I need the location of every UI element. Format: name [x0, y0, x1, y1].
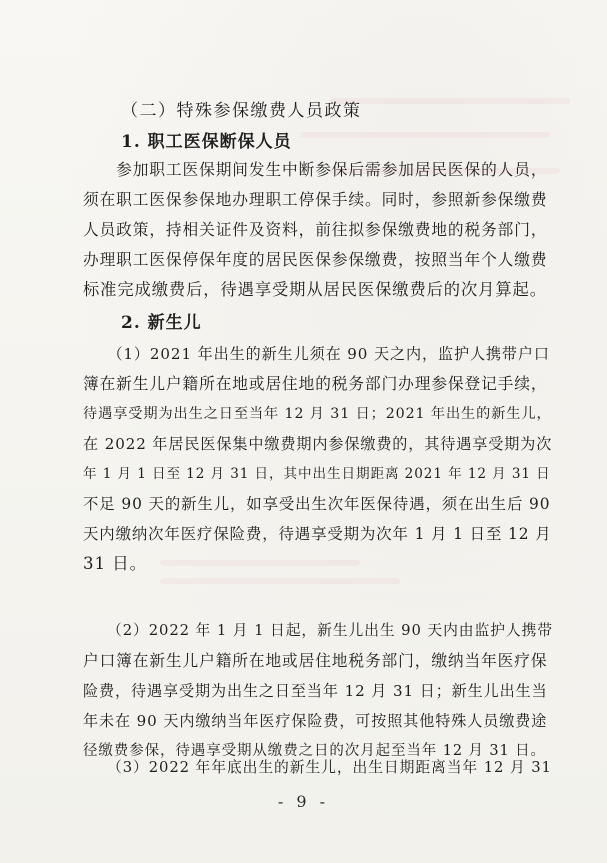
text-line: 不足 90 天的新生儿，如享受出生次年医保待遇，须在出生后 90 [83, 495, 551, 513]
paragraph-newborn-3 [83, 753, 553, 783]
text-line: 标准完成缴费后，待遇享受期从居民医保缴费后的次月算起。 [83, 280, 547, 299]
text-line: （3）2022 年年底出生的新生儿，出生日期距离当年 12 月 31 [83, 759, 552, 776]
text-line: 年 1 月 1 日至 12 月 31 日，其中出生日期距离 2021 年 12 月 31 日 [83, 466, 551, 482]
text-line: 人员政策，持相关证件及资料，前往拟参保缴费地的税务部门， [83, 220, 548, 239]
text-line: （2）2022 年 1 月 1 日起，新生儿出生 90 天内由监护人携带 [83, 622, 553, 639]
text-line: 参加职工医保期间发生中断参保后需参加居民医保的人员， [83, 160, 548, 179]
text-line: 待遇享受期为出生之日至当年 12 月 31 日；2021 年出生的新生儿， [83, 406, 552, 422]
paragraph-employee-insurance [83, 155, 553, 305]
text-line: 在 2022 年居民医保集中缴费期内参保缴费的，其待遇享受期为次 [83, 435, 553, 453]
text-line: 户口簿在新生儿户籍所在地或居住地税务部门，缴纳当年医疗保 [83, 651, 548, 670]
text-line: 天内缴纳次年医疗保险费，待遇享受期为次年 1 月 1 日至 12 月 [83, 525, 552, 543]
text-line: 31 日。 [83, 554, 148, 573]
section-heading: （二）特殊参保缴费人员政策 [121, 101, 362, 121]
subsection-title-1: 1. 职工医保断保人员 [121, 132, 292, 152]
paragraph-newborn-2 [83, 616, 553, 766]
page-number: - 9 - [277, 792, 330, 811]
paper-show-through [330, 98, 570, 104]
text-line: 险费，待遇享受期为出生之日至当年 12 月 31 日；新生儿出生当 [83, 682, 548, 700]
text-line: 径缴费参保，待遇享受期从缴费之日的次月起至当年 12 月 31 日。 [83, 743, 546, 759]
paper-show-through [300, 132, 550, 138]
paragraph-newborn-1 [83, 339, 553, 579]
subsection-title-2: 2. 新生儿 [121, 313, 202, 333]
text-line: 办理职工医保停保年度的居民医保参保缴费，按照当年个人缴费 [83, 250, 548, 269]
text-line: 簿在新生儿户籍所在地或居住地的税务部门办理参保登记手续， [83, 374, 548, 393]
text-line: （1）2021 年出生的新生儿须在 90 天之内，监护人携带户口 [83, 345, 550, 363]
text-line: 须在职工医保参保地办理职工停保手续。同时，参照新参保缴费 [83, 190, 548, 209]
text-line: 年未在 90 天内缴纳当年医疗保险费，可按照其他特殊人员缴费途 [83, 712, 548, 730]
